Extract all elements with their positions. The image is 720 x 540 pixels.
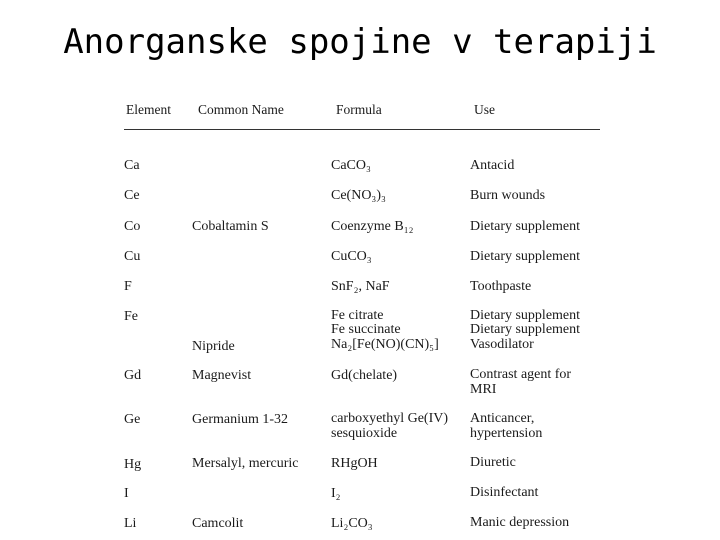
row-element: Co [124, 219, 141, 234]
row-common-name: Magnevist [192, 368, 252, 383]
row-element: Gd [124, 368, 142, 383]
row-use: Toothpaste [470, 279, 532, 294]
header-rule [124, 129, 600, 130]
row-formula: SnF₂, NaF [331, 279, 390, 294]
row-use: Contrast agent for [470, 367, 572, 382]
row-formula: Fe succinate [331, 322, 401, 337]
row-use: Burn wounds [470, 188, 546, 203]
row-element: Cu [124, 249, 141, 264]
row-element: Ca [124, 158, 140, 173]
row-use: MRI [470, 382, 497, 397]
row-formula: Li₂CO₃ [331, 516, 373, 531]
row-formula: CuCO₃ [331, 249, 372, 264]
row-formula: Fe citrate [331, 308, 384, 323]
row-formula: Coenzyme B₁₂ [331, 219, 414, 234]
row-use: Dietary supplement [470, 219, 581, 234]
row-formula: Na₂[Fe(NO)(CN)₅] [331, 337, 439, 352]
row-use: Anticancer, [470, 411, 535, 426]
row-formula: I₂ [331, 486, 341, 501]
row-element: Hg [124, 457, 142, 472]
row-use: hypertension [470, 426, 543, 441]
row-element: Li [124, 516, 137, 531]
row-use: Diuretic [470, 455, 516, 470]
header-use: Use [474, 102, 495, 117]
row-common-name: Germanium 1-32 [192, 412, 289, 427]
header-element: Element [126, 102, 171, 117]
row-element: Fe [124, 309, 138, 324]
row-formula: sesquioxide [331, 426, 398, 441]
row-element: Ge [124, 412, 141, 427]
header-common-name: Common Name [198, 102, 284, 117]
row-common-name: Mersalyl, mercuric [192, 456, 299, 471]
row-use: Dietary supplement [470, 308, 581, 323]
row-formula: CaCO₃ [331, 158, 371, 173]
row-formula: RHgOH [331, 456, 378, 471]
row-use: Disinfectant [470, 485, 539, 500]
row-use: Dietary supplement [470, 322, 581, 337]
row-common-name: Cobaltamin S [192, 219, 269, 234]
row-element: Ce [124, 188, 140, 203]
row-formula: carboxyethyl Ge(IV) [331, 411, 449, 426]
header-formula: Formula [336, 102, 382, 117]
row-common-name: Nipride [192, 339, 235, 354]
row-formula: Ce(NO₃)₃ [331, 188, 386, 203]
slide-title: Anorganske spojine v terapiji [63, 22, 657, 62]
row-use: Manic depression [470, 515, 570, 530]
row-formula: Gd(chelate) [331, 368, 398, 383]
therapy-table [118, 100, 602, 540]
row-element: F [124, 279, 132, 294]
row-use: Dietary supplement [470, 249, 581, 264]
row-use: Vasodilator [470, 337, 534, 352]
row-use: Antacid [470, 158, 515, 173]
row-element: I [124, 486, 129, 501]
row-common-name: Camcolit [192, 516, 244, 531]
